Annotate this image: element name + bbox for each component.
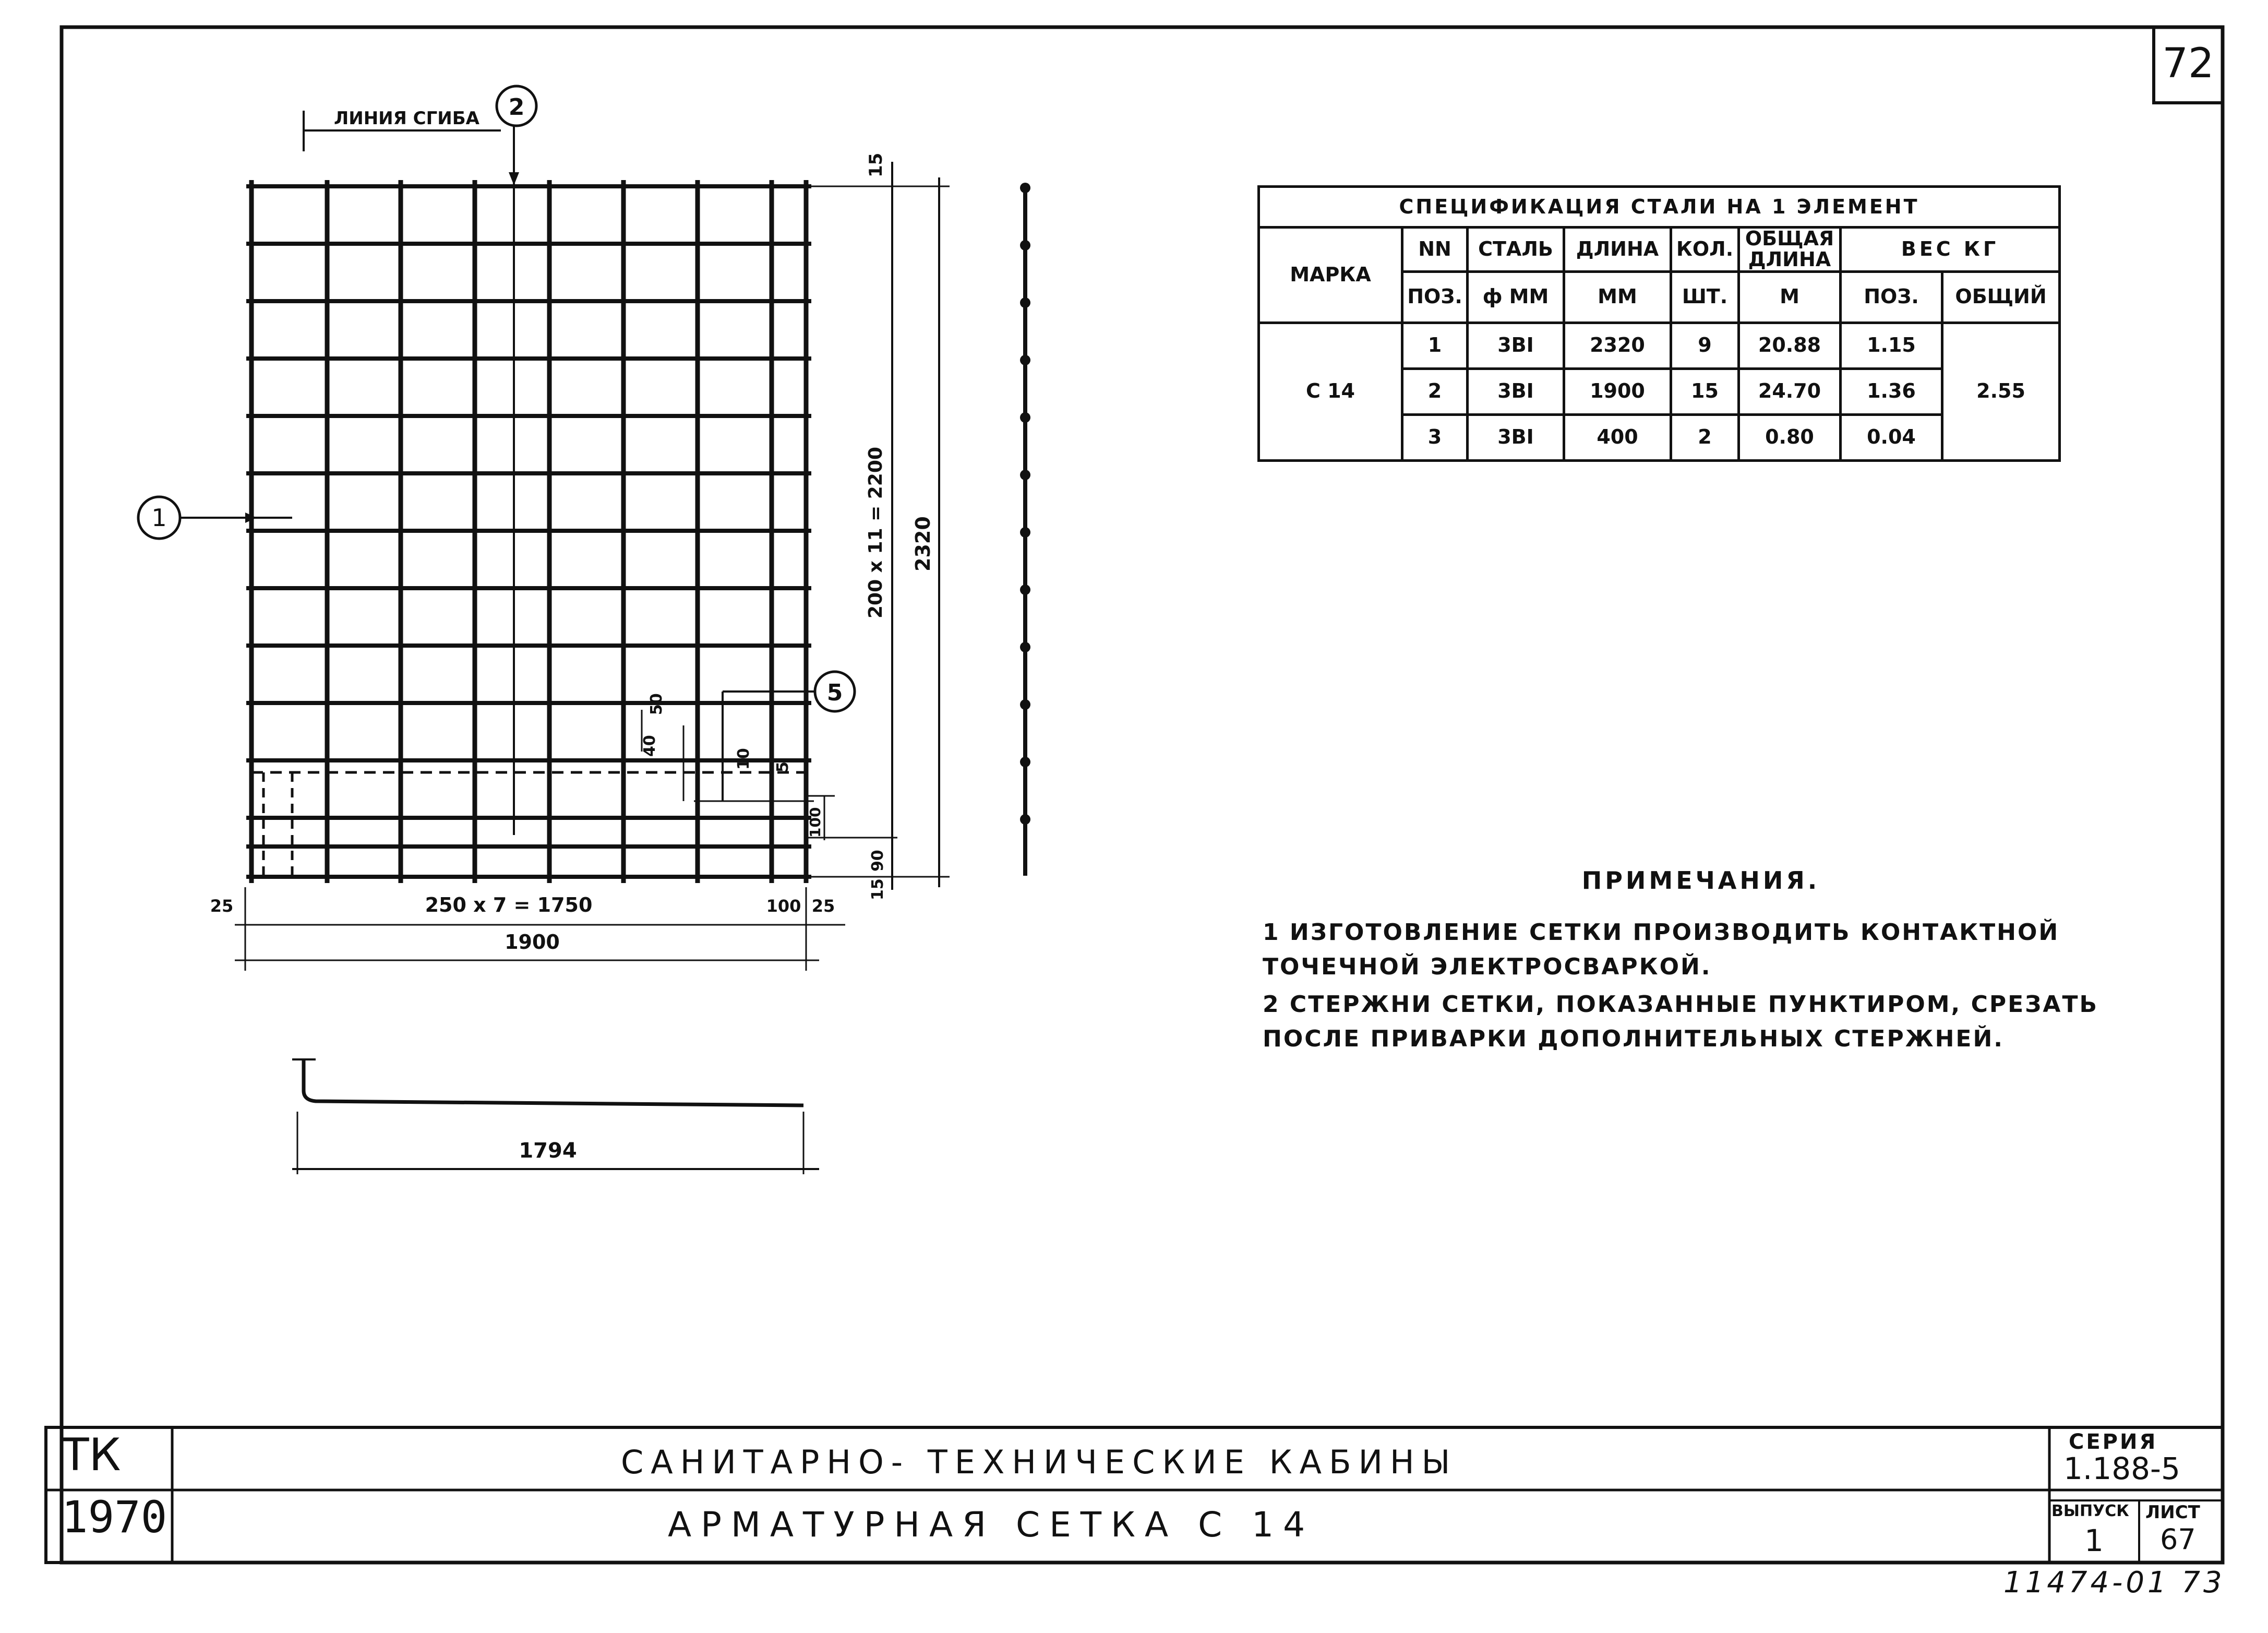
svg-text:1: 1: [151, 504, 167, 532]
spec-table: [1257, 185, 2061, 462]
sheet-value: 67: [2160, 1523, 2196, 1556]
cell-total-length: 20.88: [1739, 323, 1841, 368]
cell-total-length: 24.70: [1739, 368, 1841, 414]
col-steel: СТАЛЬ: [1468, 228, 1564, 272]
side-view-bar: [1020, 412, 1030, 423]
dim-total-height: 2320: [911, 516, 934, 571]
issue-label: ВЫПУСК: [2051, 1502, 2129, 1520]
side-view-bar: [1020, 757, 1030, 767]
cell-qty: 15: [1671, 368, 1739, 414]
bend-line-label: ЛИНИЯ СГИБА: [334, 108, 479, 129]
col-qty-unit: ШТ.: [1671, 271, 1739, 323]
dim-detail-100: 100: [807, 807, 824, 838]
cell-length: 1900: [1564, 368, 1671, 414]
col-weight: ВЕС КГ: [1841, 228, 2060, 272]
note-item-1: 1 ИЗГОТОВЛЕНИЕ СЕТКИ ПРОИЗВОДИТЬ КОНТАКТНОЙ ТОЧЕЧНОЙ ЭЛЕКТРОСВАРКОЙ.: [1263, 919, 2060, 980]
svg-text:5: 5: [826, 680, 843, 706]
year: 1970: [62, 1492, 167, 1543]
dim-left-25: 25: [210, 896, 234, 916]
col-weight-total: ОБЩИЙ: [1942, 271, 2060, 323]
dim-total-width: 1900: [505, 931, 560, 953]
cell-steel: 3BI: [1468, 323, 1564, 368]
col-qty: КОЛ.: [1671, 228, 1739, 272]
issue-value: 1: [2084, 1523, 2104, 1558]
cell-length: 400: [1564, 414, 1671, 460]
series-value: 1.188-5: [2063, 1451, 2180, 1486]
side-view-bar: [1020, 642, 1030, 652]
side-view-bar: [1020, 814, 1030, 825]
notes-title: ПРИМЕЧАНИЯ.: [1581, 866, 1820, 895]
dim-right-25: 25: [811, 896, 835, 916]
cell-weight: 1.36: [1841, 368, 1942, 414]
mesh-side-view: [1020, 183, 1030, 876]
total-weight: 2.55: [1942, 323, 2060, 460]
reinforcement-mesh: [246, 180, 811, 883]
col-pos: ПОЗ.: [1402, 271, 1468, 323]
side-view-bar: [1020, 527, 1030, 538]
cell-length: 2320: [1564, 323, 1671, 368]
col-length: ДЛИНА: [1564, 228, 1671, 272]
archive-number: 11474-01 73: [2003, 1566, 2225, 1600]
cell-steel: 3BI: [1468, 414, 1564, 460]
dim-detail-10: 10: [735, 748, 753, 770]
col-length-unit: ММ: [1564, 271, 1671, 323]
series-label: СЕРИЯ: [2069, 1430, 2158, 1454]
cell-weight: 0.04: [1841, 414, 1942, 460]
side-view-bar: [1020, 355, 1030, 365]
col-weight-pos: ПОЗ.: [1841, 271, 1942, 323]
notes: [1263, 866, 2139, 1059]
note-item-2: 2 СТЕРЖНИ СЕТКИ, ПОКАЗАННЫЕ ПУНКТИРОМ, СРЕЗАТЬ ПОСЛЕ ПРИВАРКИ ДОПОЛНИТЕЛЬНЫХ СТЕРЖНЕЙ.: [1263, 991, 2099, 1052]
cell-qty: 9: [1671, 323, 1739, 368]
col-steel-unit: ф ММ: [1468, 271, 1564, 323]
side-view-bar: [1020, 183, 1030, 193]
svg-text:2: 2: [508, 94, 525, 121]
cell-qty: 2: [1671, 414, 1739, 460]
dim-bottom-90: 90: [869, 850, 887, 872]
spec-title: СПЕЦИФИКАЦИЯ СТАЛИ НА 1 ЭЛЕМЕНТ: [1259, 187, 2060, 228]
col-total-length: ОБЩАЯ ДЛИНА: [1739, 228, 1841, 272]
side-view-bar: [1020, 470, 1030, 480]
sheet-label: ЛИСТ: [2145, 1502, 2200, 1523]
dim-top-edge: 15: [866, 152, 886, 177]
col-nn: NN: [1402, 228, 1468, 272]
side-view-bar: [1020, 240, 1030, 251]
dim-vertical-spacing: 200 x 11 = 2200: [865, 447, 886, 618]
table-row: [1259, 323, 2060, 368]
side-view-bar: [1020, 585, 1030, 595]
mark-value: С 14: [1259, 323, 1402, 460]
col-mark: МАРКА: [1259, 228, 1402, 323]
side-view-bar: [1020, 297, 1030, 308]
dim-detail-50: 50: [647, 693, 666, 715]
org-code: ТК: [62, 1429, 121, 1481]
side-view-bar: [1020, 699, 1030, 710]
col-total-length-unit: М: [1739, 271, 1841, 323]
cell-pos: 3: [1402, 414, 1468, 460]
cell-steel: 3BI: [1468, 368, 1564, 414]
bent-rod-detail: [304, 1059, 803, 1105]
dim-horizontal-spacing: 250 x 7 = 1750: [425, 893, 593, 916]
dim-bottom-15: 15: [869, 878, 887, 900]
dim-right-100: 100: [766, 896, 801, 916]
dim-bent-length: 1794: [519, 1139, 577, 1163]
cell-total-length: 0.80: [1739, 414, 1841, 460]
drawing-title: АРМАТУРНАЯ СЕТКА С 14: [668, 1505, 1315, 1545]
dim-detail-40: 40: [641, 735, 659, 757]
cell-weight: 1.15: [1841, 323, 1942, 368]
sheet-number: 72: [2162, 40, 2214, 87]
dim-detail-5: 5: [774, 761, 792, 772]
cell-pos: 2: [1402, 368, 1468, 414]
project-title: САНИТАРНО- ТЕХНИЧЕСКИЕ КАБИНЫ: [621, 1443, 1458, 1481]
cell-pos: 1: [1402, 323, 1468, 368]
